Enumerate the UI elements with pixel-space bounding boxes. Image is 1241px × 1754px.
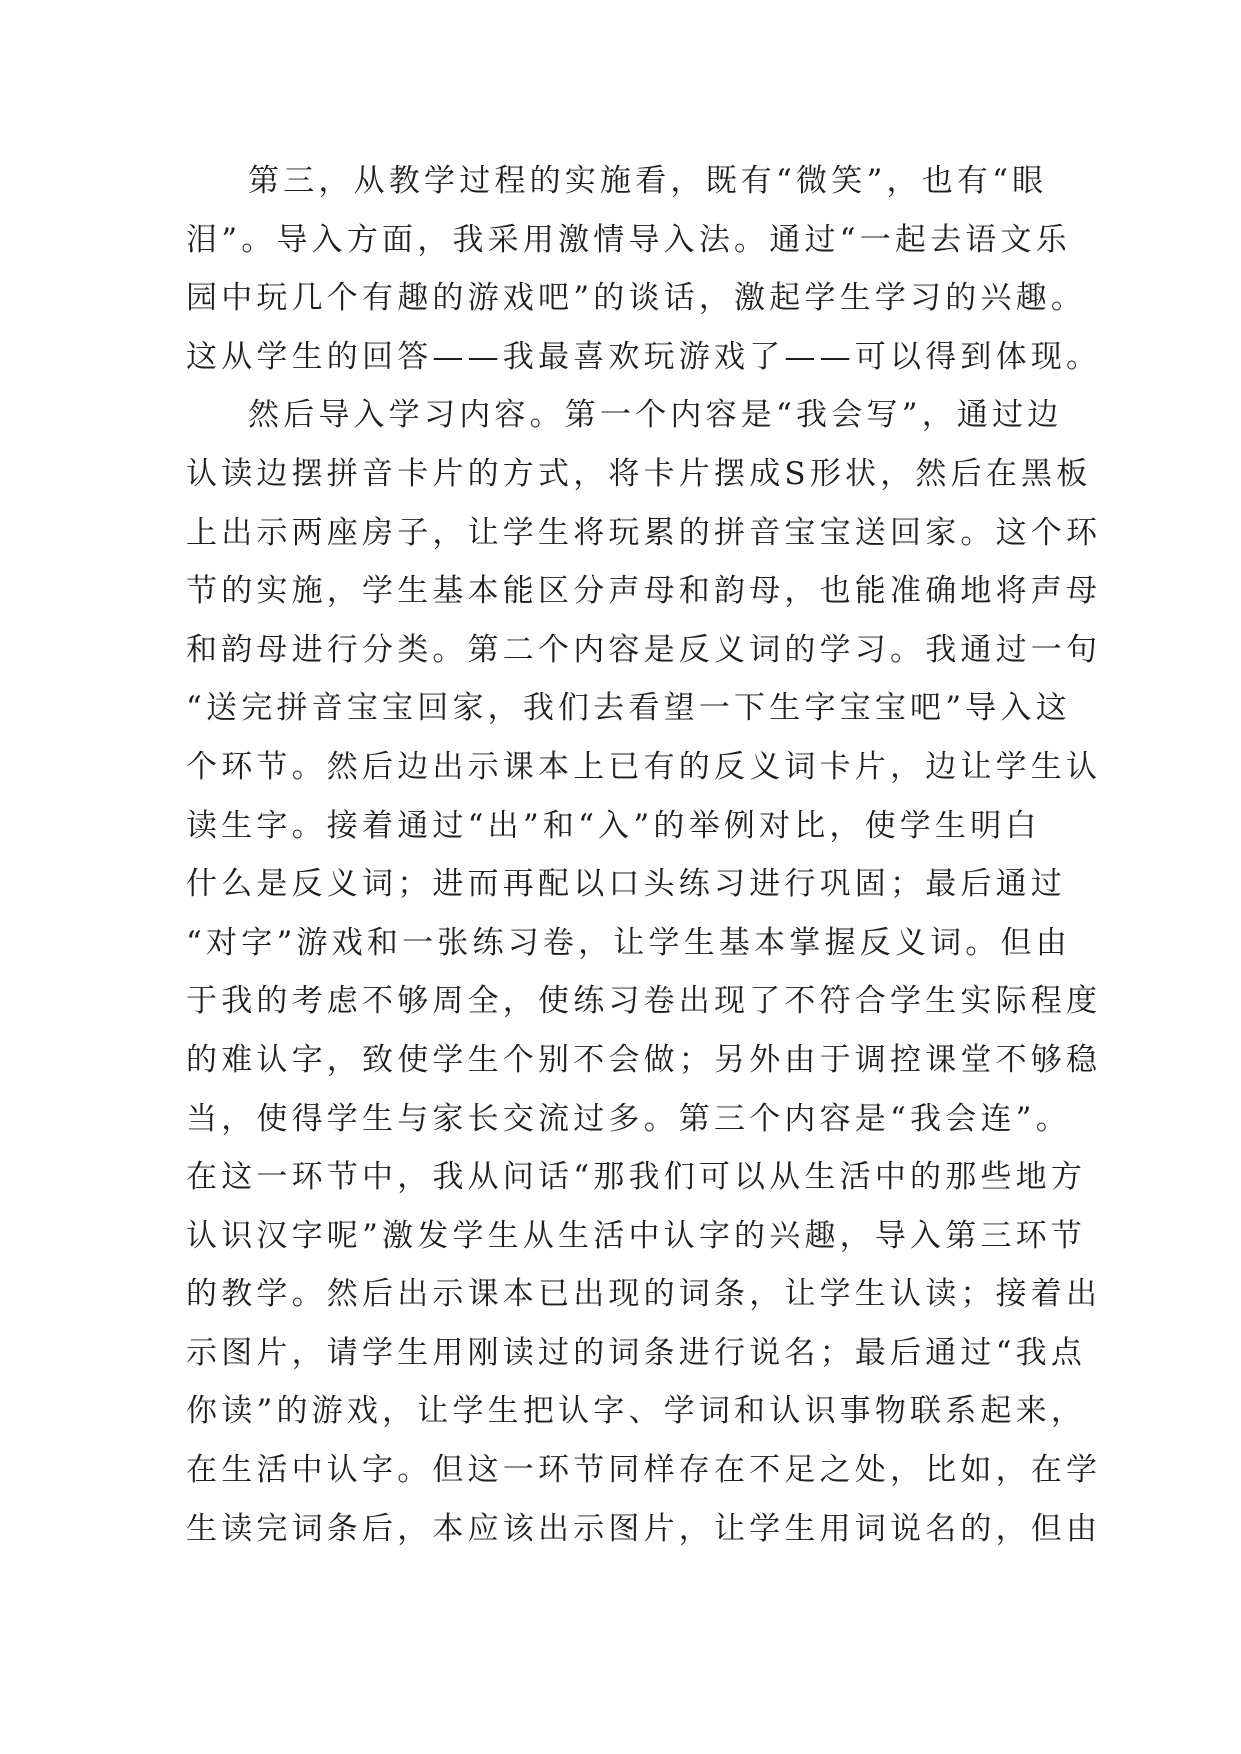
text-line: 泪”。导入方面，我采用激情导入法。通过“一起去语文乐 <box>186 221 1071 258</box>
text-line: 园中玩几个有趣的游戏吧”的谈话，激起学生学习的兴趣。 <box>186 280 1087 317</box>
text-line: 于我的考虑不够周全，使练习卷出现了不符合学生实际程度 <box>186 983 1102 1020</box>
text-line: 认读边摆拼音卡片的方式，将卡片摆成S形状，然后在黑板 <box>186 455 1092 492</box>
text-line: 上出示两座房子，让学生将玩累的拼音宝宝送回家。这个环 <box>186 514 1102 551</box>
text-line: “对字”游戏和一张练习卷，让学生基本掌握反义词。但由 <box>186 924 1071 961</box>
text-line: 第三，从教学过程的实施看，既有“微笑”，也有“眼 <box>248 163 1048 199</box>
paragraph <box>186 152 1102 386</box>
paragraph <box>186 386 1102 1558</box>
body-text <box>186 152 1102 1558</box>
text-line: 在生活中认字。但这一环节同样存在不足之处，比如，在学 <box>186 1452 1102 1489</box>
text-line: 当，使得学生与家长交流过多。第三个内容是“我会连”。 <box>186 1100 1071 1137</box>
text-line: 然后导入学习内容。第一个内容是“我会写”，通过边 <box>248 397 1063 434</box>
text-line: 什么是反义词；进而再配以口头练习进行巩固；最后通过 <box>186 866 1066 903</box>
text-line: 认识汉字呢”激发学生从生活中认字的兴趣，导入第三环节 <box>186 1217 1087 1254</box>
text-line: 在这一环节中，我从问话“那我们可以从生活中的那些地方 <box>186 1159 1087 1196</box>
text-line: 你读”的游戏，让学生把认字、学词和认识事物联系起来， <box>186 1393 1087 1430</box>
text-line: 生读完词条后，本应该出示图片，让学生用词说名的，但由 <box>186 1510 1102 1547</box>
text-line: “送完拼音宝宝回家，我们去看望一下生字宝宝吧”导入这 <box>186 690 1071 727</box>
text-line: 示图片，请学生用刚读过的词条进行说名；最后通过“我点 <box>186 1334 1087 1371</box>
text-line: 读生字。接着通过“出”和“入”的举例对比，使学生明白 <box>186 807 1041 844</box>
text-line: 的教学。然后出示课本已出现的词条，让学生认读；接着出 <box>186 1276 1102 1313</box>
text-line: 和韵母进行分类。第二个内容是反义词的学习。我通过一句 <box>186 631 1102 668</box>
text-line: 节的实施，学生基本能区分声母和韵母，也能准确地将声母 <box>186 573 1102 610</box>
text-line: 这从学生的回答——我最喜欢玩游戏了——可以得到体现。 <box>186 338 1102 375</box>
text-line: 个环节。然后边出示课本上已有的反义词卡片，边让学生认 <box>186 748 1102 785</box>
text-line: 的难认字，致使学生个别不会做；另外由于调控课堂不够稳 <box>186 1041 1102 1078</box>
